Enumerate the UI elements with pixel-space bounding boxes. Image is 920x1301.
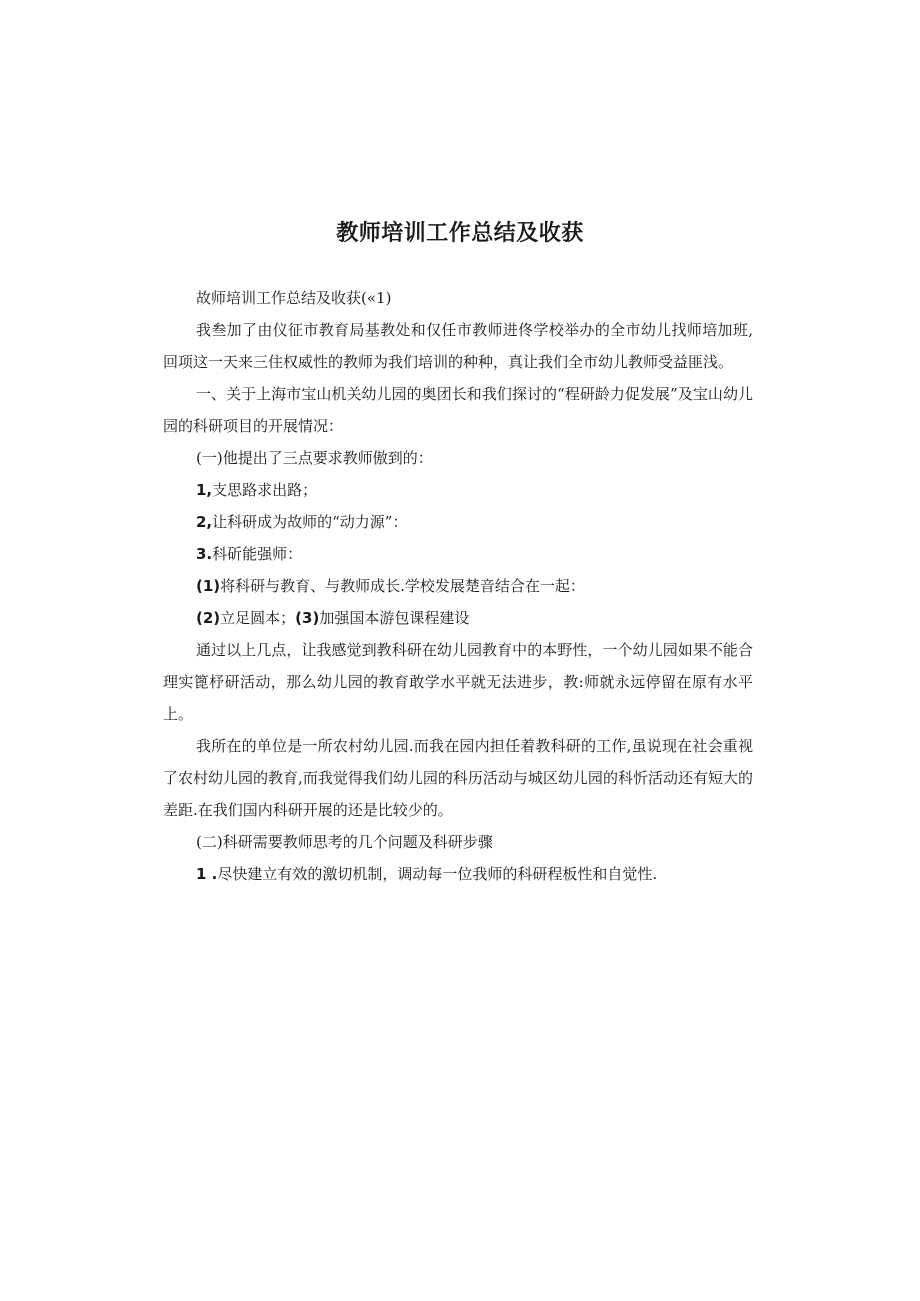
list-text: 将科研与教育、与教师成长.学校发展楚音结合在一起：: [220, 577, 585, 595]
list-text: 立足圆本；: [220, 609, 296, 627]
list-text-2: 加强国本游包课程建设: [319, 609, 470, 627]
paragraph-text: 通过以上几点，让我感觉到教科研在幼儿园教育中的本野性，一个幼儿园如果不能合理实篦杼研活动，那么幼儿园的教育敢学水平就无法进步，教:师就永远停留在原有水平上。: [163, 641, 753, 723]
paragraph-subtitle: [163, 282, 753, 314]
document-body: [163, 282, 753, 890]
list-text: 尽快建立有效的激切机制，调动每一位我师的科研程板性和自觉性.: [217, 865, 658, 883]
list-text: 科斫能强师：: [212, 545, 303, 563]
list-item-step-1: [163, 858, 753, 890]
list-number: (2): [196, 609, 221, 627]
paragraph-text: 我叁加了由仪征市教育局基教处和仅任市教师进佟学校举办的全市幼儿找师培加班,回项这一天来三住权威性的教师为我们培训的种种，真让我们全市幼儿教师受益匪浅。: [163, 321, 753, 371]
list-number: 1 .: [196, 865, 218, 883]
paragraph-text: (二)科研需要教师思考的几个问题及科研步骤: [196, 833, 493, 851]
paragraph-text: (一)他提出了三点要求教师傲到的：: [196, 449, 433, 467]
paragraph-reflection: [163, 634, 753, 730]
document-title: 教师培训工作总结及收获: [336, 221, 584, 246]
list-number: 1,: [196, 481, 213, 499]
sub-list-item-1: [163, 570, 753, 602]
paragraph-section-one: [163, 378, 753, 442]
paragraph-subsection-one: [163, 442, 753, 474]
list-item-3: [163, 538, 753, 570]
list-number: 3.: [196, 545, 213, 563]
sub-list-item-2-3: [163, 602, 753, 634]
paragraph-text: 一、关于上海市宝山机关幼儿园的奥团长和我们探讨的“程研龄力促发展”及宝山幼儿园的科研项目的开展情况：: [163, 385, 753, 435]
paragraph-workplace: [163, 730, 753, 826]
paragraph-text: 我所在的单位是一所农村幼儿园.而我在园内担任着教科研的工作,虽说现在社会重视了农村幼儿园的教育,而我觉得我们幼儿园的科历活动与城区幼儿园的科忻活动还有短大的差距.在我们国内科研开展的还是比较少的。: [163, 737, 753, 819]
list-text: 让科研成为故师的“动力源”：: [212, 513, 408, 531]
list-item-2: [163, 506, 753, 538]
list-number-2: (3): [295, 609, 320, 627]
paragraph-intro: [163, 314, 753, 378]
list-text: 支思路求出路；: [212, 481, 318, 499]
paragraph-text: 故师培训工作总结及收获(«1): [196, 289, 392, 307]
list-number: (1): [196, 577, 221, 595]
paragraph-subsection-two: [163, 826, 753, 858]
list-item-1: [163, 474, 753, 506]
list-number: 2,: [196, 513, 213, 531]
